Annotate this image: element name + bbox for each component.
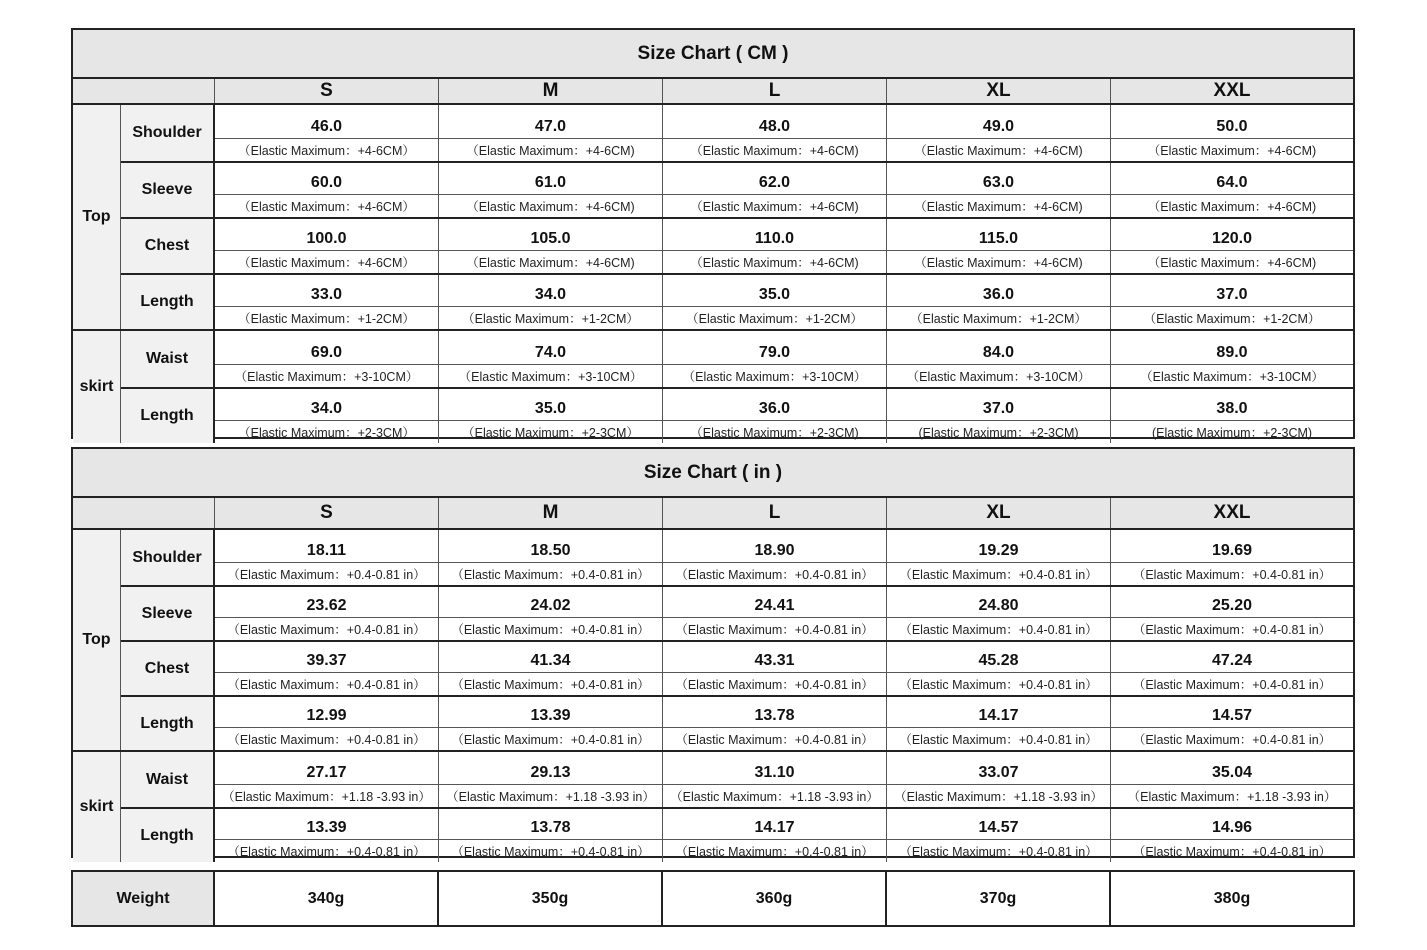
measurement-value: 50.0: [1111, 105, 1353, 139]
measurement-value: 19.69: [1111, 530, 1353, 563]
chart-title-inch: Size Chart ( in ): [73, 449, 1353, 498]
measurement-value: 62.0: [663, 163, 886, 195]
size-header-m: M: [439, 79, 663, 103]
measure-label: Sleeve: [121, 163, 215, 217]
measurement-value: 45.28: [887, 642, 1110, 673]
size-cell-l: [663, 331, 887, 387]
measurement-value: 38.0: [1111, 389, 1353, 421]
elastic-note: （Elastic Maximum：+3-10CM）: [906, 370, 1091, 384]
size-cell-xl: [887, 587, 1111, 640]
size-cell-l: [663, 389, 887, 443]
size-cell-xl: [887, 697, 1111, 750]
measurement-value: 35.0: [663, 275, 886, 307]
weight-value-s: 340g: [215, 872, 439, 925]
size-cell-l: [663, 275, 887, 329]
measure-label: Shoulder: [121, 105, 215, 161]
size-cell-xxl: [1111, 697, 1353, 750]
elastic-note: （Elastic Maximum：+0.4-0.81 in）: [1132, 623, 1332, 637]
size-cell-xxl: [1111, 809, 1353, 862]
measurement-value: 18.11: [215, 530, 438, 563]
size-cell-xl: [887, 389, 1111, 443]
elastic-note: （Elastic Maximum：+0.4-0.81 in）: [899, 845, 1098, 859]
measurement-value: 110.0: [663, 219, 886, 251]
size-cell-xl: [887, 530, 1111, 585]
measurement-value: 47.0: [439, 105, 662, 139]
measurement-value: 14.17: [663, 809, 886, 840]
size-cell-s: [215, 163, 439, 217]
size-cell-l: [663, 697, 887, 750]
elastic-note: （Elastic Maximum：+1-2CM）: [1143, 312, 1321, 326]
weight-value-xxl: 380g: [1213, 889, 1251, 907]
measurement-value: 25.20: [1111, 587, 1353, 618]
size-header-s: S: [215, 79, 439, 103]
measure-row-sleeve: [121, 585, 1353, 640]
measurement-value: 13.78: [439, 809, 662, 840]
measurement-value: 36.0: [887, 275, 1110, 307]
weight-label: Weight: [73, 872, 215, 925]
size-chart-inch: [71, 447, 1355, 858]
measurement-value: 43.31: [663, 642, 886, 673]
size-header-m: M: [439, 498, 663, 528]
size-cell-s: [215, 530, 439, 585]
size-cell-l: [663, 530, 887, 585]
measure-row-length: [121, 695, 1353, 750]
size-header-s: S: [215, 498, 439, 528]
elastic-note: （Elastic Maximum：+1.18 -3.93 in）: [670, 790, 879, 804]
elastic-note: （Elastic Maximum：+4-6CM): [466, 200, 635, 214]
measurement-value: 14.57: [1111, 697, 1353, 728]
size-cell-xxl: [1111, 163, 1353, 217]
size-cell-xxl: [1111, 331, 1353, 387]
size-cell-xl: [887, 331, 1111, 387]
elastic-note: （Elastic Maximum：+0.4-0.81 in）: [227, 845, 426, 859]
measurement-value: 69.0: [215, 331, 438, 365]
measurement-value: 27.17: [215, 752, 438, 785]
group-top: [73, 530, 1353, 750]
size-header-row-cm: [73, 79, 1353, 105]
weight-value-m: 350g: [439, 872, 663, 925]
measurement-value: 74.0: [439, 331, 662, 365]
measurement-value: 19.29: [887, 530, 1110, 563]
group-label: skirt: [73, 331, 121, 443]
elastic-note: （Elastic Maximum：+4-6CM): [466, 144, 635, 158]
elastic-note: （Elastic Maximum：+1.18 -3.93 in）: [222, 790, 431, 804]
measurement-value: 49.0: [887, 105, 1110, 139]
size-cell-m: [439, 809, 663, 862]
elastic-note: （Elastic Maximum：+0.4-0.81 in）: [451, 845, 650, 859]
measurement-value: 115.0: [887, 219, 1110, 251]
measurement-value: 35.04: [1111, 752, 1353, 785]
size-chart-cm: [71, 28, 1355, 439]
size-cell-xl: [887, 219, 1111, 273]
size-cell-l: [663, 219, 887, 273]
size-cell-xxl: [1111, 105, 1353, 161]
measure-label: Chest: [121, 219, 215, 273]
size-cell-m: [439, 587, 663, 640]
elastic-note: （Elastic Maximum：+4-6CM）: [238, 200, 415, 214]
group-label: Top: [73, 530, 121, 750]
measure-row-length: [121, 807, 1353, 862]
measure-label: Shoulder: [121, 530, 215, 585]
measure-label: Length: [121, 389, 215, 443]
measurement-value: 120.0: [1111, 219, 1353, 251]
measure-row-length: [121, 273, 1353, 329]
weight-value-xl: 370g: [887, 872, 1111, 925]
elastic-note: （Elastic Maximum：+0.4-0.81 in）: [227, 568, 426, 582]
elastic-note: （Elastic Maximum：+0.4-0.81 in）: [227, 623, 426, 637]
measurement-value: 13.39: [215, 809, 438, 840]
measurement-value: 89.0: [1111, 331, 1353, 365]
elastic-note: （Elastic Maximum：+0.4-0.81 in）: [675, 733, 874, 747]
measurement-value: 24.41: [663, 587, 886, 618]
size-cell-l: [663, 587, 887, 640]
measurement-value: 41.34: [439, 642, 662, 673]
size-cell-xxl: [1111, 219, 1353, 273]
size-cell-l: [663, 809, 887, 862]
measurement-value: 18.50: [439, 530, 662, 563]
elastic-note: （Elastic Maximum：+0.4-0.81 in）: [899, 678, 1098, 692]
measurement-value: 29.13: [439, 752, 662, 785]
elastic-note: （Elastic Maximum：+0.4-0.81 in）: [227, 678, 426, 692]
measure-row-sleeve: [121, 161, 1353, 217]
elastic-note: （Elastic Maximum：+0.4-0.81 in）: [451, 678, 650, 692]
elastic-note: (Elastic Maximum：+2-3CM): [1151, 426, 1313, 440]
measurement-value: 79.0: [663, 331, 886, 365]
measurement-value: 34.0: [215, 389, 438, 421]
chart-body-cm: [73, 105, 1353, 443]
elastic-note: （Elastic Maximum：+0.4-0.81 in）: [899, 623, 1098, 637]
measure-label: Sleeve: [121, 587, 215, 640]
elastic-note: （Elastic Maximum：+0.4-0.81 in）: [899, 733, 1098, 747]
measure-row-shoulder: [121, 530, 1353, 585]
size-header-row-inch: [73, 498, 1353, 530]
elastic-note: （Elastic Maximum：+4-6CM): [914, 200, 1083, 214]
measurement-value: 31.10: [663, 752, 886, 785]
size-cell-m: [439, 105, 663, 161]
elastic-note: （Elastic Maximum：+0.4-0.81 in）: [227, 733, 426, 747]
size-cell-xxl: [1111, 275, 1353, 329]
measure-label: Waist: [121, 331, 215, 387]
measurement-value: 14.57: [887, 809, 1110, 840]
measure-row-waist: [121, 331, 1353, 387]
elastic-note: （Elastic Maximum：+4-6CM): [466, 256, 635, 270]
size-cell-xl: [887, 809, 1111, 862]
elastic-note: （Elastic Maximum：+4-6CM): [1147, 256, 1317, 270]
measure-row-length: [121, 387, 1353, 443]
elastic-note: （Elastic Maximum：+1-2CM）: [462, 312, 639, 326]
size-cell-xl: [887, 752, 1111, 807]
measurement-value: 14.96: [1111, 809, 1353, 840]
measurement-value: 47.24: [1111, 642, 1353, 673]
size-cell-s: [215, 275, 439, 329]
size-cell-xxl: [1111, 752, 1353, 807]
measurement-value: 84.0: [887, 331, 1110, 365]
measurement-value: 63.0: [887, 163, 1110, 195]
size-header-xxl: XXL: [1111, 498, 1353, 528]
size-cell-s: [215, 587, 439, 640]
size-cell-xxl: [1111, 530, 1353, 585]
measurement-value: 14.17: [887, 697, 1110, 728]
measure-row-chest: [121, 217, 1353, 273]
size-cell-s: [215, 331, 439, 387]
elastic-note: （Elastic Maximum：+4-6CM): [690, 256, 859, 270]
elastic-note: （Elastic Maximum：+2-3CM): [690, 426, 859, 440]
elastic-note: （Elastic Maximum：+2-3CM）: [238, 426, 415, 440]
size-cell-xl: [887, 642, 1111, 695]
measurement-value: 33.07: [887, 752, 1110, 785]
elastic-note: （Elastic Maximum：+4-6CM): [1147, 144, 1317, 158]
group-label: Top: [73, 105, 121, 329]
measure-label: Length: [121, 809, 215, 862]
elastic-note: （Elastic Maximum：+4-6CM）: [238, 144, 415, 158]
group-top: [73, 105, 1353, 329]
measurement-value: 36.0: [663, 389, 886, 421]
measurement-value: 100.0: [215, 219, 438, 251]
measurement-value: 33.0: [215, 275, 438, 307]
measure-label: Length: [121, 697, 215, 750]
weight-value-l: 360g: [663, 872, 887, 925]
measure-label: Length: [121, 275, 215, 329]
elastic-note: （Elastic Maximum：+4-6CM): [914, 144, 1083, 158]
elastic-note: （Elastic Maximum：+1.18 -3.93 in）: [1127, 790, 1337, 804]
elastic-note: （Elastic Maximum：+4-6CM): [690, 144, 859, 158]
size-cell-s: [215, 389, 439, 443]
elastic-note: （Elastic Maximum：+3-10CM）: [458, 370, 643, 384]
size-header-l: L: [663, 498, 887, 528]
size-cell-m: [439, 642, 663, 695]
measurement-value: 105.0: [439, 219, 662, 251]
elastic-note: （Elastic Maximum：+0.4-0.81 in）: [1132, 568, 1332, 582]
elastic-note: （Elastic Maximum：+0.4-0.81 in）: [451, 733, 650, 747]
elastic-note: （Elastic Maximum：+4-6CM）: [238, 256, 415, 270]
measure-label: Chest: [121, 642, 215, 695]
size-cell-s: [215, 105, 439, 161]
measure-label: Waist: [121, 752, 215, 807]
measurement-value: 13.39: [439, 697, 662, 728]
measurement-value: 48.0: [663, 105, 886, 139]
size-cell-s: [215, 697, 439, 750]
measurement-value: 60.0: [215, 163, 438, 195]
measurement-value: 23.62: [215, 587, 438, 618]
size-cell-m: [439, 697, 663, 750]
elastic-note: （Elastic Maximum：+0.4-0.81 in）: [1132, 733, 1332, 747]
size-cell-xxl: [1111, 642, 1353, 695]
elastic-note: （Elastic Maximum：+1.18 -3.93 in）: [894, 790, 1103, 804]
measurement-value: 61.0: [439, 163, 662, 195]
chart-body-inch: [73, 530, 1353, 862]
weight-row: [71, 870, 1355, 927]
elastic-note: （Elastic Maximum：+0.4-0.81 in）: [451, 568, 650, 582]
elastic-note: （Elastic Maximum：+0.4-0.81 in）: [675, 623, 874, 637]
elastic-note: （Elastic Maximum：+1-2CM）: [686, 312, 863, 326]
measurement-value: 37.0: [1111, 275, 1353, 307]
elastic-note: （Elastic Maximum：+0.4-0.81 in）: [675, 845, 874, 859]
group-skirt: [73, 329, 1353, 443]
measurement-value: 46.0: [215, 105, 438, 139]
measurement-value: 64.0: [1111, 163, 1353, 195]
size-header-xl: XL: [887, 79, 1111, 103]
elastic-note: （Elastic Maximum：+4-6CM): [914, 256, 1083, 270]
size-cell-xxl: [1111, 389, 1353, 443]
elastic-note: （Elastic Maximum：+3-10CM）: [1140, 370, 1324, 384]
size-cell-xl: [887, 275, 1111, 329]
elastic-note: (Elastic Maximum：+2-3CM): [918, 426, 1079, 440]
size-cell-s: [215, 809, 439, 862]
size-cell-m: [439, 752, 663, 807]
measurement-value: 37.0: [887, 389, 1110, 421]
elastic-note: （Elastic Maximum：+1.18 -3.93 in）: [446, 790, 655, 804]
elastic-note: （Elastic Maximum：+0.4-0.81 in）: [451, 623, 650, 637]
size-cell-s: [215, 219, 439, 273]
elastic-note: （Elastic Maximum：+0.4-0.81 in）: [899, 568, 1098, 582]
measurement-value: 34.0: [439, 275, 662, 307]
elastic-note: （Elastic Maximum：+0.4-0.81 in）: [1132, 678, 1332, 692]
size-cell-l: [663, 642, 887, 695]
chart-title-cm: Size Chart ( CM ): [73, 30, 1353, 79]
measure-row-chest: [121, 640, 1353, 695]
size-cell-xl: [887, 163, 1111, 217]
measurement-value: 18.90: [663, 530, 886, 563]
header-blank-cell: [73, 498, 215, 528]
measure-row-shoulder: [121, 105, 1353, 161]
size-cell-m: [439, 331, 663, 387]
size-cell-m: [439, 530, 663, 585]
elastic-note: （Elastic Maximum：+3-10CM）: [682, 370, 867, 384]
elastic-note: （Elastic Maximum：+4-6CM): [690, 200, 859, 214]
size-cell-m: [439, 163, 663, 217]
measurement-value: 13.78: [663, 697, 886, 728]
measurement-value: 24.80: [887, 587, 1110, 618]
size-cell-xl: [887, 105, 1111, 161]
size-cell-m: [439, 275, 663, 329]
size-cell-m: [439, 389, 663, 443]
size-cell-s: [215, 642, 439, 695]
group-label: skirt: [73, 752, 121, 862]
size-cell-m: [439, 219, 663, 273]
size-cell-s: [215, 752, 439, 807]
size-cell-l: [663, 752, 887, 807]
size-header-xxl: XXL: [1111, 79, 1353, 103]
size-header-l: L: [663, 79, 887, 103]
elastic-note: （Elastic Maximum：+1-2CM）: [238, 312, 415, 326]
elastic-note: （Elastic Maximum：+1-2CM）: [910, 312, 1087, 326]
measurement-value: 12.99: [215, 697, 438, 728]
elastic-note: （Elastic Maximum：+2-3CM）: [462, 426, 639, 440]
measurement-value: 24.02: [439, 587, 662, 618]
measurement-value: 39.37: [215, 642, 438, 673]
measurement-value: 35.0: [439, 389, 662, 421]
elastic-note: （Elastic Maximum：+0.4-0.81 in）: [675, 678, 874, 692]
elastic-note: （Elastic Maximum：+0.4-0.81 in）: [1132, 845, 1332, 859]
measure-row-waist: [121, 752, 1353, 807]
size-cell-l: [663, 163, 887, 217]
elastic-note: （Elastic Maximum：+4-6CM): [1147, 200, 1317, 214]
elastic-note: （Elastic Maximum：+3-10CM）: [234, 370, 419, 384]
header-blank-cell: [73, 79, 215, 103]
size-cell-xxl: [1111, 587, 1353, 640]
elastic-note: （Elastic Maximum：+0.4-0.81 in）: [675, 568, 874, 582]
size-cell-l: [663, 105, 887, 161]
group-skirt: [73, 750, 1353, 862]
size-header-xl: XL: [887, 498, 1111, 528]
